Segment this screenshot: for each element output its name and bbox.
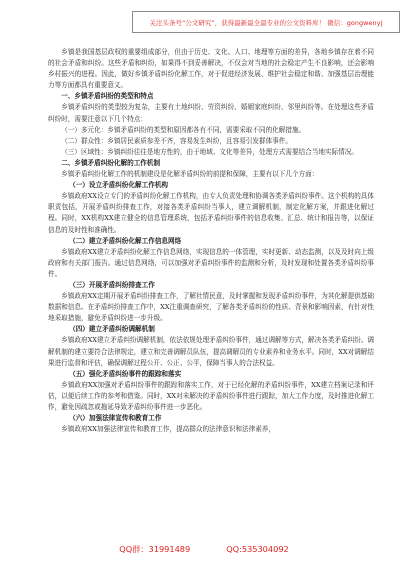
- body-paragraph: 乡镇政府XX加强法律宣传和教育工作，提高群众的法律意识和法律素养，: [61, 425, 275, 434]
- body-paragraph: （一）多元化：乡镇矛盾纠纷的类型和原因都各有不同，需要采取不同的化解措施。: [61, 125, 306, 134]
- subsection-heading: （五）强化矛盾纠纷事件的跟踪和落实: [69, 369, 182, 378]
- document-body: [48, 47, 374, 435]
- subsection-heading: （二）建立矛盾纠纷化解工作信息网络: [69, 236, 182, 245]
- section-heading: 二、乡镇矛盾纠纷化解的工作机制: [61, 158, 161, 167]
- subsection-heading: （六）加强法律宣传和教育工作: [69, 414, 162, 423]
- body-paragraph: （三）区域性：乡镇纠纷往往是地方性的，由于地域、文化等差异，处理方式需要结合当地实际情况。: [61, 147, 358, 156]
- body-paragraph: 乡镇政府XX建立矛盾纠纷化解工作信息网络，实现信息的一体管理，实时更新、动态监测，以及及时向上级政府和有关部门报告。通过信息网络，可以加强对矛盾纠纷事件的监测和分析，及时发现和处置各类矛盾纠纷事件。: [48, 247, 374, 278]
- body-paragraph: 乡镇政府XX建立矛盾纠纷调解机制，依法依规处理矛盾纠纷事件，通过调解等方式，解决各类矛盾纠纷。调解机制的建立要符合法律规定，建立和完善调解员队伍，提高调解员的专业素养和业务水平。同时，XX对调解结果进行监督和评估，确保调解过程公开、公正、公平，保障当事人的合法权益。: [48, 336, 374, 367]
- qq-group-number: QQ群：31991489: [119, 544, 191, 554]
- body-paragraph: 乡镇政府XX加强对矛盾纠纷事件的跟踪和落实工作，对于已经化解的矛盾纠纷事件，XX建立档案记录和评估，以便后续工作的参考和借鉴。同时，XX对未解决的矛盾纠纷事件进行跟踪，加大工作力度，及时推进化解工作，避免因疏忽或拖延导致矛盾纠纷事件进一步恶化。: [48, 380, 374, 411]
- subsection-heading: （四）建立矛盾纠纷调解机制: [69, 325, 155, 334]
- promo-banner-text: 关注头条号“公文研究”，获得最新最全最专业的公文资料库！ 微信：gongwenyj: [149, 18, 383, 27]
- body-paragraph: 乡镇是我国基层政权的重要组成部分，但由于历史、文化、人口、地理等方面的差异，各地乡镇存在着不同的社会矛盾和纠纷。这些矛盾和纠纷，如果得不到妥善解决，不仅会对当地的社会稳定产生不良影响，还会影响乡村振兴的进程。因此，做好乡镇矛盾纠纷化解工作，对于促进经济发展、维护社会稳定和谐、加强基层治理能力等方面都具有重要意义。: [48, 48, 374, 90]
- body-paragraph: 乡镇矛盾纠纷的类型较为复杂，主要有土地纠纷、劳资纠纷、婚姻家庭纠纷、邻里纠纷等。在处理这些矛盾纠纷时，需要注意以下几个特点：: [48, 103, 374, 123]
- body-paragraph: 乡镇矛盾纠纷化解工作的机制建设是化解矛盾纠纷的前提和保障，主要有以下几个方面：: [61, 170, 319, 179]
- contact-footer: [0, 544, 408, 558]
- section-heading: 一、乡镇矛盾纠纷的类型和特点: [61, 92, 154, 101]
- subsection-heading: （一）设立矛盾纠纷化解工作机构: [69, 181, 169, 190]
- qq-number: QQ:535304092: [226, 544, 289, 554]
- body-paragraph: （二）群众性：乡镇居民素质参差不齐，容易发生纠纷，且容易引发群体事件。: [61, 136, 292, 145]
- promo-banner: [132, 11, 400, 33]
- subsection-heading: （三）开展矛盾纠纷排查工作: [69, 280, 155, 289]
- body-paragraph: 乡镇政府XX定期开展矛盾纠纷排查工作，了解社情民意，及时掌握和发现矛盾纠纷事件，为其化解提供基础数据和信息。在矛盾纠纷排查工作中，XX注重调查研究，了解各类矛盾纠纷的性质、背景和影响因素，有针对性地采取措施，避免矛盾纠纷进一步升级。: [48, 292, 374, 323]
- body-paragraph: 乡镇政府XX设立专门的矛盾纠纷化解工作机构，由专人负责处理和协调各类矛盾纠纷事件。这个机构的具体职责包括，开展矛盾纠纷排查工作，对接各类矛盾纠纷当事人，建立调解机制，制定化解方案，并跟进化解过程。同时，XX机构XX建立健全的信息管理系统，包括矛盾纠纷事件的信息收集、汇总、统计和报告等，以保证信息的及时性和准确性。: [48, 192, 374, 234]
